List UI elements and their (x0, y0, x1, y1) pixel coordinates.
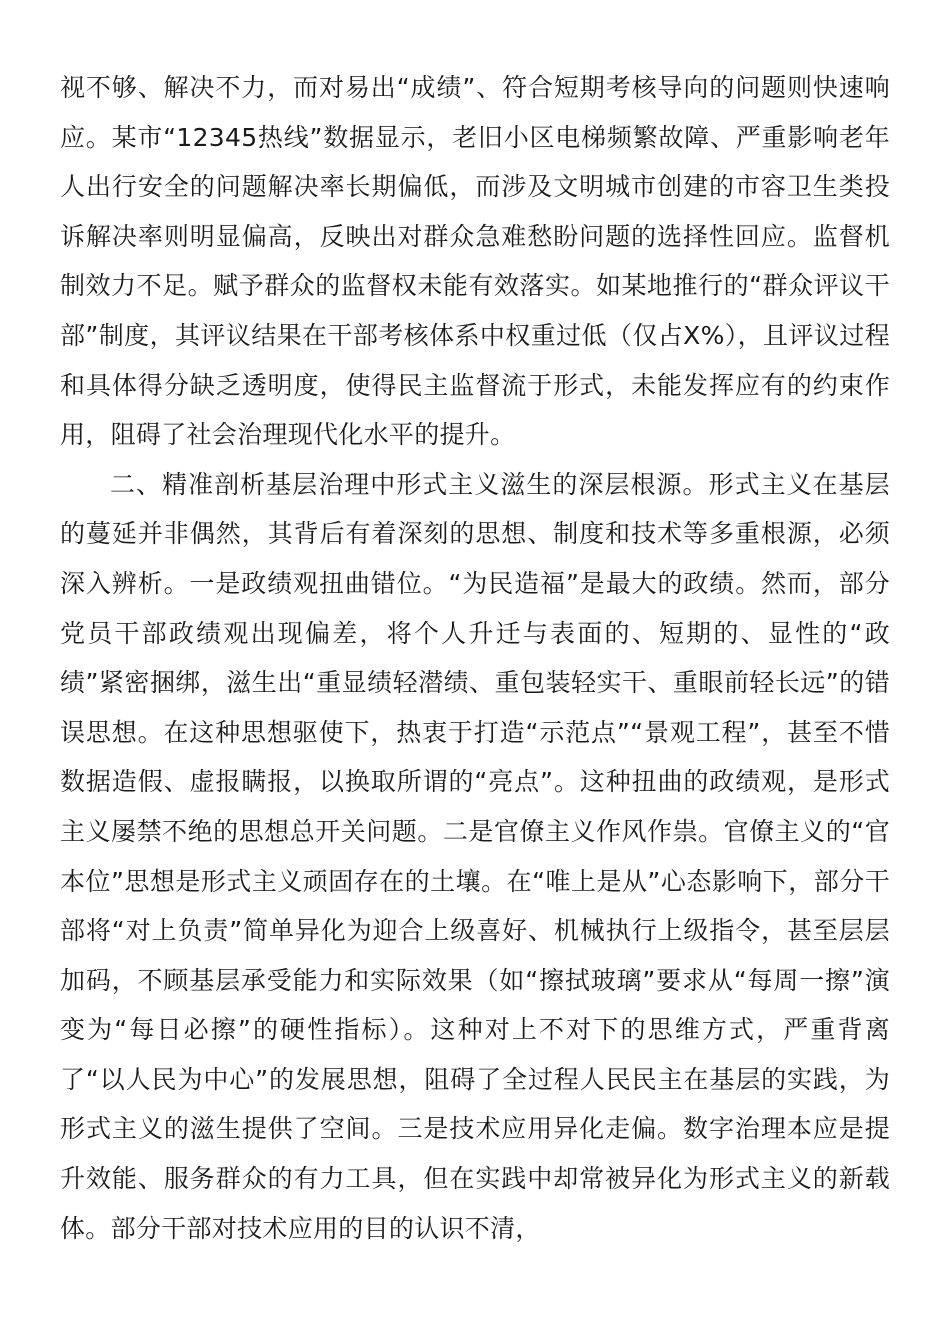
paragraph-section-two: 二、精准剖析基层治理中形式主义滋生的深层根源。形式主义在基层的蔓延并非偶然，其背后有着深刻的思想、制度和技术等多重根源，必须深入辨析。一是政绩观扭曲错位。“为民造福”是最大的政绩。然而，部分党员干部政绩观出现偏差，将个人升迁与表面的、短期的、显性的“政绩”紧密捆绑，滋生出“重显绩轻潜绩、重包装轻实干、重眼前轻长远”的错误思想。在这种思想驱使下，热衷于打造“示范点”“景观工程”，甚至不惜数据造假、虚报瞒报，以换取所谓的“亮点”。这种扭曲的政绩观，是形式主义屡禁不绝的思想总开关问题。二是官僚主义作风作祟。官僚主义的“官本位”思想是形式主义顽固存在的土壤。在“唯上是从”心态影响下，部分干部将“对上负责”简单异化为迎合上级喜好、机械执行上级指令，甚至层层加码，不顾基层承受能力和实际效果（如“擦拭玻璃”要求从“每周一擦”演变为“每日必擦”的硬性指标）。这种对上不对下的思维方式，严重背离了“以人民为中心”的发展思想，阻碍了全过程人民民主在基层的实践，为形式主义的滋生提供了空间。三是技术应用异化走偏。数字治理本应是提升效能、服务群众的有力工具，但在实践中却常被异化为形式主义的新载体。部分干部对技术应用的目的认识不清， (60, 469, 890, 1243)
paragraph-continuation: 视不够、解决不力，而对易出“成绩”、符合短期考核导向的问题则快速响应。某市“12345热线”数据显示，老旧小区电梯频繁故障、严重影响老年人出行安全的问题解决率长期偏低，而涉及文明城市创建的市容卫生类投诉解决率则明显偏高，反映出对群众急难愁盼问题的选择性回应。监督机制效力不足。赋予群众的监督权未能有效落实。如某地推行的“群众评议干部”制度，其评议结果在干部考核体系中权重过低（仅占X%），且评议过程和具体得分缺乏透明度，使得民主监督流于形式，未能发挥应有的约束作用，阻碍了社会治理现代化水平的提升。 (60, 73, 890, 450)
body-text (60, 63, 890, 1253)
